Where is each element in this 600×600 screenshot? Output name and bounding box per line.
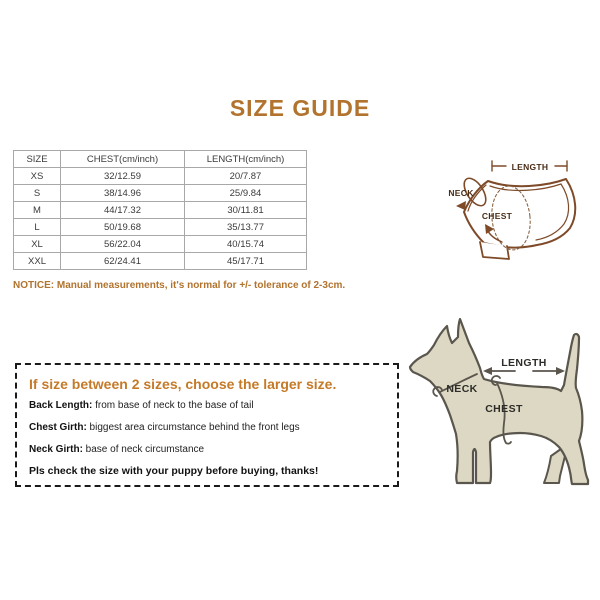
cell-size: XS xyxy=(14,168,61,185)
table-row xyxy=(14,236,307,253)
header-size: SIZE xyxy=(14,151,61,168)
garment-length-label: LENGTH xyxy=(511,162,549,172)
tips-item-chest-girth xyxy=(29,420,397,436)
tips-footer: Pls check the size with your puppy before buying, thanks! xyxy=(29,465,319,477)
cell-size: L xyxy=(14,219,61,236)
dog-neck-label: NECK xyxy=(446,383,478,395)
cell-chest: 44/17.32 xyxy=(61,202,185,219)
cell-chest: 32/12.59 xyxy=(61,168,185,185)
cell-chest: 62/24.41 xyxy=(61,253,185,270)
tips-item-label: Back Length: xyxy=(29,400,93,411)
cell-length: 35/13.77 xyxy=(185,219,307,236)
cell-size: S xyxy=(14,185,61,202)
cell-size: M xyxy=(14,202,61,219)
tips-headline: If size between 2 sizes, choose the larger size. xyxy=(29,376,337,392)
table-row xyxy=(14,253,307,270)
cell-length: 45/17.71 xyxy=(185,253,307,270)
tips-item-label: Neck Girth: xyxy=(29,444,83,455)
cell-length: 20/7.87 xyxy=(185,168,307,185)
garment-chest-label: CHEST xyxy=(481,211,513,221)
header-chest: CHEST(cm/inch) xyxy=(61,151,185,168)
tips-item-text: from base of neck to the base of tail xyxy=(92,400,254,411)
garment-neck-arrowhead xyxy=(456,201,466,210)
garment-neck-label: NECK xyxy=(448,188,474,198)
garment-diagram xyxy=(440,145,595,270)
tips-item-label: Chest Girth: xyxy=(29,422,87,433)
table-row xyxy=(14,185,307,202)
dog-length-arrowhead-right xyxy=(556,367,565,375)
page-title: SIZE GUIDE xyxy=(229,95,371,121)
cell-length: 40/15.74 xyxy=(185,236,307,253)
cell-chest: 38/14.96 xyxy=(61,185,185,202)
cell-length: 30/11.81 xyxy=(185,202,307,219)
table-row xyxy=(14,219,307,236)
dog-diagram xyxy=(395,310,600,495)
cell-chest: 56/22.04 xyxy=(61,236,185,253)
dog-length-arrowhead-left xyxy=(483,367,492,375)
tips-item-back-length xyxy=(29,398,397,414)
dog-chest-label: CHEST xyxy=(485,403,523,415)
cell-size: XXL xyxy=(14,253,61,270)
header-length: LENGTH(cm/inch) xyxy=(185,151,307,168)
tips-item-text: base of neck circumstance xyxy=(82,444,205,455)
cell-size: XL xyxy=(14,236,61,253)
tips-box xyxy=(15,363,399,487)
table-row xyxy=(14,168,307,185)
cell-length: 25/9.84 xyxy=(185,185,307,202)
size-table-header-row xyxy=(14,151,307,168)
table-row xyxy=(14,202,307,219)
size-table xyxy=(13,150,307,270)
cell-chest: 50/19.68 xyxy=(61,219,185,236)
tips-item-text: biggest area circumstance behind the front legs xyxy=(86,422,300,433)
tips-item-neck-girth xyxy=(29,442,397,458)
dog-length-label: LENGTH xyxy=(501,357,547,369)
tolerance-notice: NOTICE: Manual measurements, it's normal for +/- tolerance of 2-3cm. xyxy=(13,280,346,291)
